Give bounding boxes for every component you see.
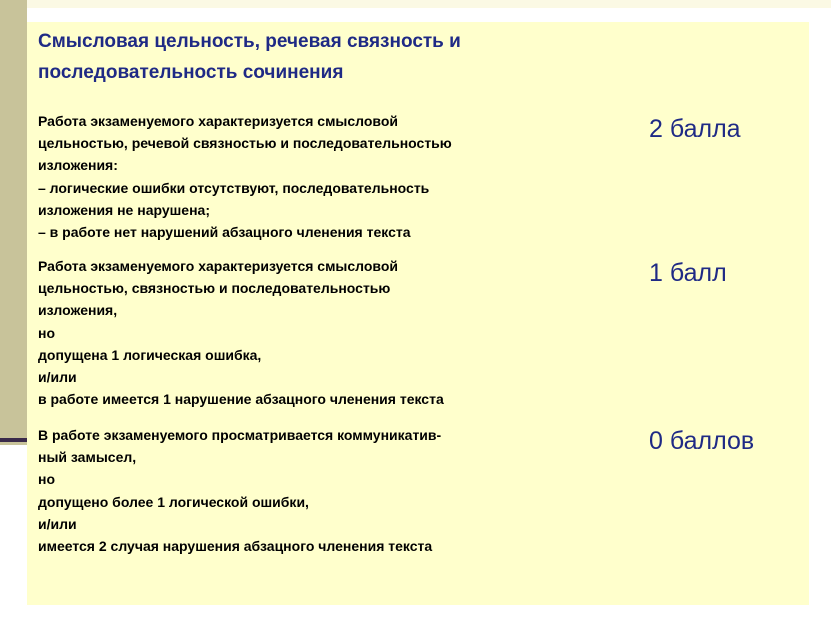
decorative-left-bar — [0, 0, 27, 445]
criterion-score-0: 0 баллов — [649, 427, 755, 455]
criterion-score-1: 1 балл — [649, 259, 727, 287]
criterion-description-2: Работа экзаменуемого характеризуется смысловой цельностью, речевой связностью и последовательностью изложения: – логические ошибки отсутствуют, последовательность изложения не нарушена; – в работе нет нарушений абзацного членения текста — [38, 113, 452, 241]
criterion-score-2: 2 балла — [649, 115, 741, 143]
criterion-description-1: Работа экзаменуемого характеризуется смысловой цельностью, связностью и последовательностью изложения, но допущена 1 логическая ошибка, и/или в работе имеется 1 нарушение абзацного членения текста — [38, 258, 444, 408]
decorative-top-band — [27, 0, 831, 8]
slide-title: Смысловая цельность, речевая связность и последовательность сочинения — [38, 31, 461, 83]
criterion-description-0: В работе экзаменуемого просматривается коммуникатив- ный замысел, но допущено более 1 логической ошибки, и/или имеется 2 случая нарушения абзацного членения текста — [38, 427, 442, 555]
decorative-divider-line — [0, 438, 27, 442]
